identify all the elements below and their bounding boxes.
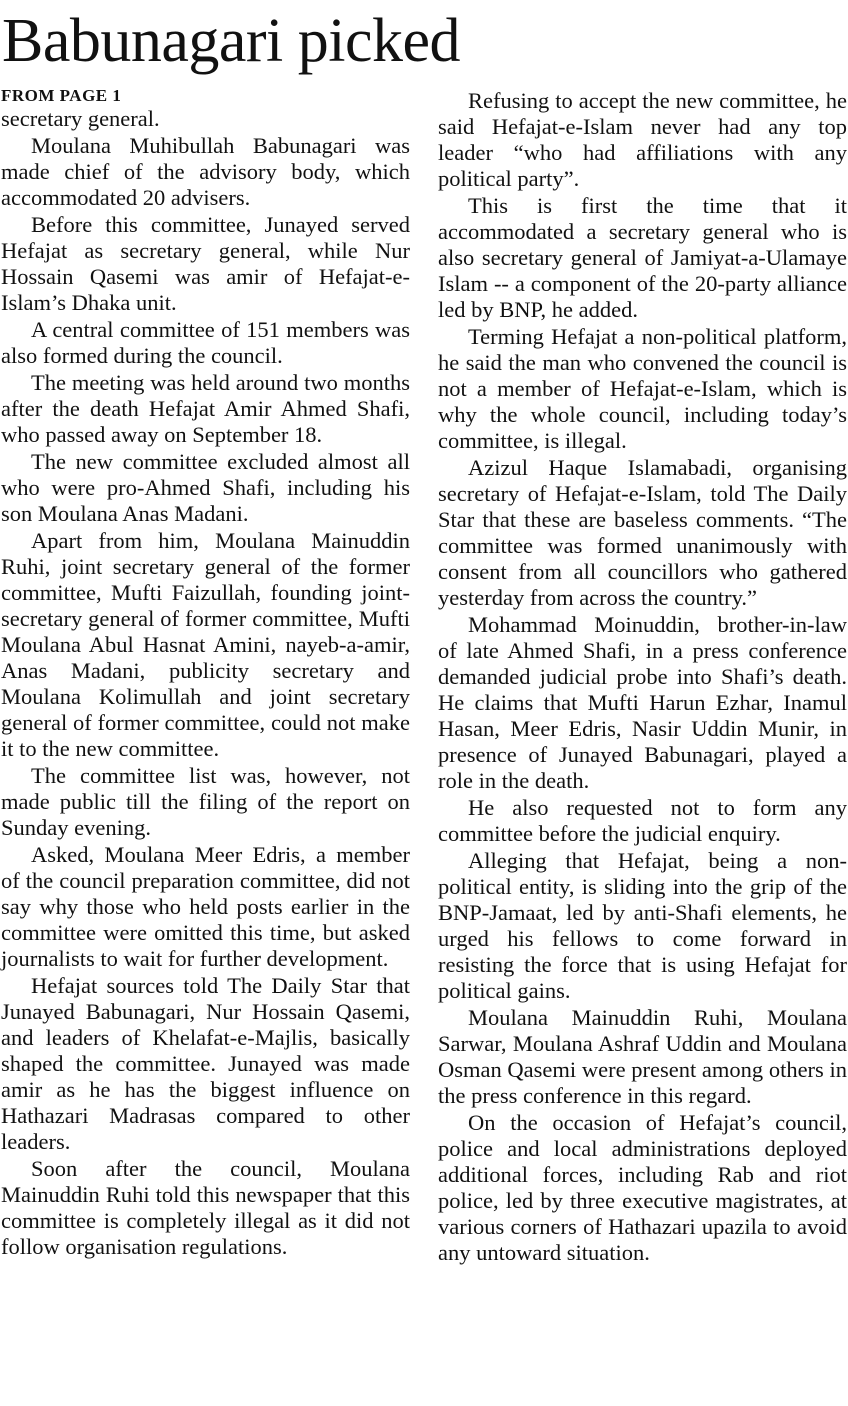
article-columns <box>0 80 848 1267</box>
paragraph: Refusing to accept the new committee, he said Hefajat-e-Islam never had any top leader “who had affiliations with any political party”. <box>438 88 847 191</box>
headline: Babunagari picked <box>2 7 461 75</box>
paragraph: Terming Hefajat a non-political platform, he said the man who convened the council is not a member of Hefajat-e-Islam, which is why the whole council, including today’s committee, is illegal. <box>438 324 847 453</box>
left-column <box>0 80 410 1267</box>
paragraph: Azizul Haque Islamabadi, organising secretary of Hefajat-e-Islam, told The Daily Star that these are baseless comments. “The committee was formed unanimously with consent from all councillors who gathered yesterday from across the country.” <box>438 455 847 610</box>
paragraph: Hefajat sources told The Daily Star that Junayed Babunagari, Nur Hossain Qasemi, and leaders of Khelafat-e-Majlis, basically shaped the committee. Junayed was made amir as he has the biggest influence on Hathazari Madrasas compared to other leaders. <box>1 973 410 1154</box>
paragraph: On the occasion of Hefajat’s council, police and local administrations deployed additional forces, including Rab and riot police, led by three executive magistrates, at various corners of Hathazari upazila to avoid any untoward situation. <box>438 1110 847 1265</box>
paragraph: Before this committee, Junayed served Hefajat as secretary general, while Nur Hossain Qasemi was amir of Hefajat-e-Islam’s Dhaka unit. <box>1 212 410 315</box>
paragraph: Alleging that Hefajat, being a non-political entity, is sliding into the grip of the BNP-Jamaat, led by anti-Shafi elements, he urged his fellows to come forward in resisting the force that is using Hefajat for political gains. <box>438 848 847 1003</box>
paragraph: Apart from him, Moulana Mainuddin Ruhi, joint secretary general of the former committee, Mufti Faizullah, founding joint-secretary general of former committee, Mufti Moulana Abul Hasnat Amini, nayeb-a-amir, Anas Madani, publicity secretary and Moulana Kolimullah and joint secretary general of former committee, could not make it to the new committee. <box>1 528 410 761</box>
paragraph: Asked, Moulana Meer Edris, a member of the council preparation committee, did not say why those who held posts earlier in the committee were omitted this time, but asked journalists to wait for further development. <box>1 842 410 971</box>
continuation-kicker: FROM PAGE 1 <box>1 86 122 105</box>
paragraph: A central committee of 151 members was also formed during the council. <box>1 317 410 368</box>
paragraph: Moulana Mainuddin Ruhi, Moulana Sarwar, Moulana Ashraf Uddin and Moulana Osman Qasemi were present among others in the press conference in this regard. <box>438 1005 847 1108</box>
paragraph: secretary general. <box>1 106 160 131</box>
paragraph: The meeting was held around two months after the death Hefajat Amir Ahmed Shafi, who passed away on September 18. <box>1 370 410 447</box>
paragraph: The committee list was, however, not made public till the filing of the report on Sunday evening. <box>1 763 410 840</box>
right-column <box>438 80 848 1267</box>
paragraph: He also requested not to form any committee before the judicial enquiry. <box>438 795 847 846</box>
paragraph: Moulana Muhibullah Babunagari was made chief of the advisory body, which accommodated 20 advisers. <box>1 133 410 210</box>
paragraph: Mohammad Moinuddin, brother-in-law of late Ahmed Shafi, in a press conference demanded judicial probe into Shafi’s death. He claims that Mufti Harun Ezhar, Inamul Hasan, Meer Edris, Nasir Uddin Munir, in presence of Junayed Babunagari, played a role in the death. <box>438 612 847 793</box>
paragraph: The new committee excluded almost all who were pro-Ahmed Shafi, including his son Moulana Anas Madani. <box>1 449 410 526</box>
paragraph: Soon after the council, Moulana Mainuddin Ruhi told this newspaper that this committee is completely illegal as it did not follow organisation regulations. <box>1 1156 410 1259</box>
paragraph: This is first the time that it accommodated a secretary general who is also secretary general of Jamiyat-a-Ulamaye Islam -- a component of the 20-party alliance led by BNP, he added. <box>438 193 847 322</box>
